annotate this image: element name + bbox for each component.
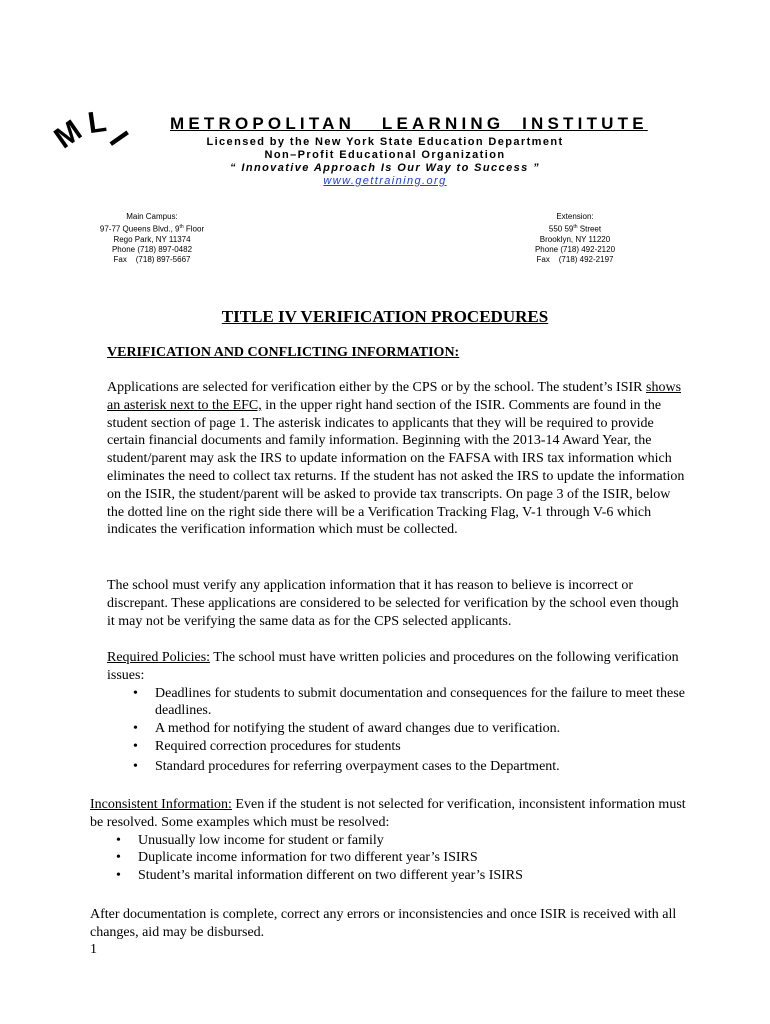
institute-name: METROPOLITAN LEARNING INSTITUTE <box>170 114 648 133</box>
org-type-line: Non–Profit Educational Organization <box>264 149 506 161</box>
main-campus-street <box>77 222 227 235</box>
paragraph-selection <box>107 379 687 539</box>
list-item: • Duplicate income information for two different year’s ISIRS <box>90 849 686 867</box>
extension-street-sup: th <box>573 224 578 230</box>
main-campus-city: Rego Park, NY 11374 <box>113 234 191 244</box>
extension-street-tail: Street <box>577 224 602 234</box>
closing-paragraph: After documentation is complete, correct any errors or inconsistencies and once ISIR is received with all changes, aid may be disbursed. <box>90 907 677 940</box>
required-policies-label: Required Policies: <box>107 650 211 665</box>
page-number: 1 <box>90 942 97 957</box>
website-link[interactable]: www.gettraining.org <box>323 175 447 187</box>
extension-phone: Phone (718) 492-2120 <box>534 244 616 254</box>
main-campus-street-text: 97-77 Queens Blvd., 9 <box>99 224 180 234</box>
list-item: • Standard procedures for referring overpayment cases to the Department. <box>107 758 687 776</box>
required-policies <box>107 649 687 776</box>
extension-address <box>500 212 650 265</box>
logo-letter-i: I <box>102 125 135 152</box>
list-item: • Deadlines for students to submit documentation and consequences for the failure to meet these deadlines. <box>107 685 687 721</box>
logo-letter-l: L <box>85 104 109 141</box>
inconsistent-label: Inconsistent Information: <box>90 797 232 812</box>
paragraph-selection-b: in the upper right hand section of the ISIR. Comments are found in the student section of page 1. The asterisk indicates to applicants that they will be required to provide certain financial documents and family information. Beginning with the 2013-14 Award Year, the student/parent may ask the IRS to update information on the FAFSA with IRS tax information which eliminates the need to collect tax returns. If the student has not asked the IRS to update the information on the ISIR, the student/parent will be asked to provide tax transcripts. On page 3 of the ISIR, below the dotted line on the right side there will be a Verification Tracking Flag, V-1 through V-6 which indicates the verification information which must be collected. <box>107 397 685 538</box>
main-campus-phone: Phone (718) 897-0482 <box>111 244 193 254</box>
extension-fax: Fax (718) 492-2197 <box>536 254 614 264</box>
inconsistent-information <box>90 796 686 885</box>
required-policies-intro <box>107 649 687 685</box>
main-campus-street-tail: Floor <box>183 224 205 234</box>
license-line: Licensed by the New York State Education Department <box>206 136 564 148</box>
slogan-line: “ Innovative Approach Is Our Way to Success ” <box>230 162 540 174</box>
extension-street-text: 550 59 <box>548 224 574 234</box>
list-item: • Student’s marital information different on two different year’s ISIRS <box>90 867 686 885</box>
required-policies-text: The school must have written policies and procedures on the following verification issues: <box>107 650 679 683</box>
main-campus-fax: Fax (718) 897-5667 <box>113 254 191 264</box>
list-item: • A method for notifying the student of award changes due to verification. <box>107 720 687 738</box>
extension-street <box>500 222 650 235</box>
extension-city: Brooklyn, NY 11220 <box>539 234 611 244</box>
logo <box>50 100 140 160</box>
paragraph-school-verify: The school must verify any application information that it has reason to believe is incorrect or discrepant. These applications are considered to be selected for verification by the school even though it may not be verifying the same data as for the CPS selected applicants. <box>107 578 679 629</box>
main-campus-address <box>77 212 227 265</box>
list-item: • Required correction procedures for students <box>107 738 687 756</box>
examples-list <box>90 832 686 885</box>
website-line <box>165 175 605 187</box>
main-campus-label: Main Campus: <box>126 212 178 221</box>
list-item: • Unusually low income for student or family <box>90 832 686 850</box>
logo-letter-m: M <box>48 113 88 156</box>
inconsistent-intro <box>90 796 686 832</box>
section-heading: VERIFICATION AND CONFLICTING INFORMATION: <box>107 345 460 360</box>
main-campus-street-sup: th <box>179 224 184 230</box>
document-title: TITLE IV VERIFICATION PROCEDURES <box>221 307 549 326</box>
asterisk-efc-text: shows an asterisk next to the EFC, <box>107 380 682 413</box>
paragraph-selection-a: Applications are selected for verification either by the CPS or by the school. The student’s ISIR <box>107 380 647 395</box>
extension-label: Extension: <box>556 212 594 221</box>
inconsistent-text: Even if the student is not selected for verification, inconsistent information must be resolved. Some examples which must be resolved: <box>90 797 686 830</box>
policies-list <box>107 685 687 776</box>
